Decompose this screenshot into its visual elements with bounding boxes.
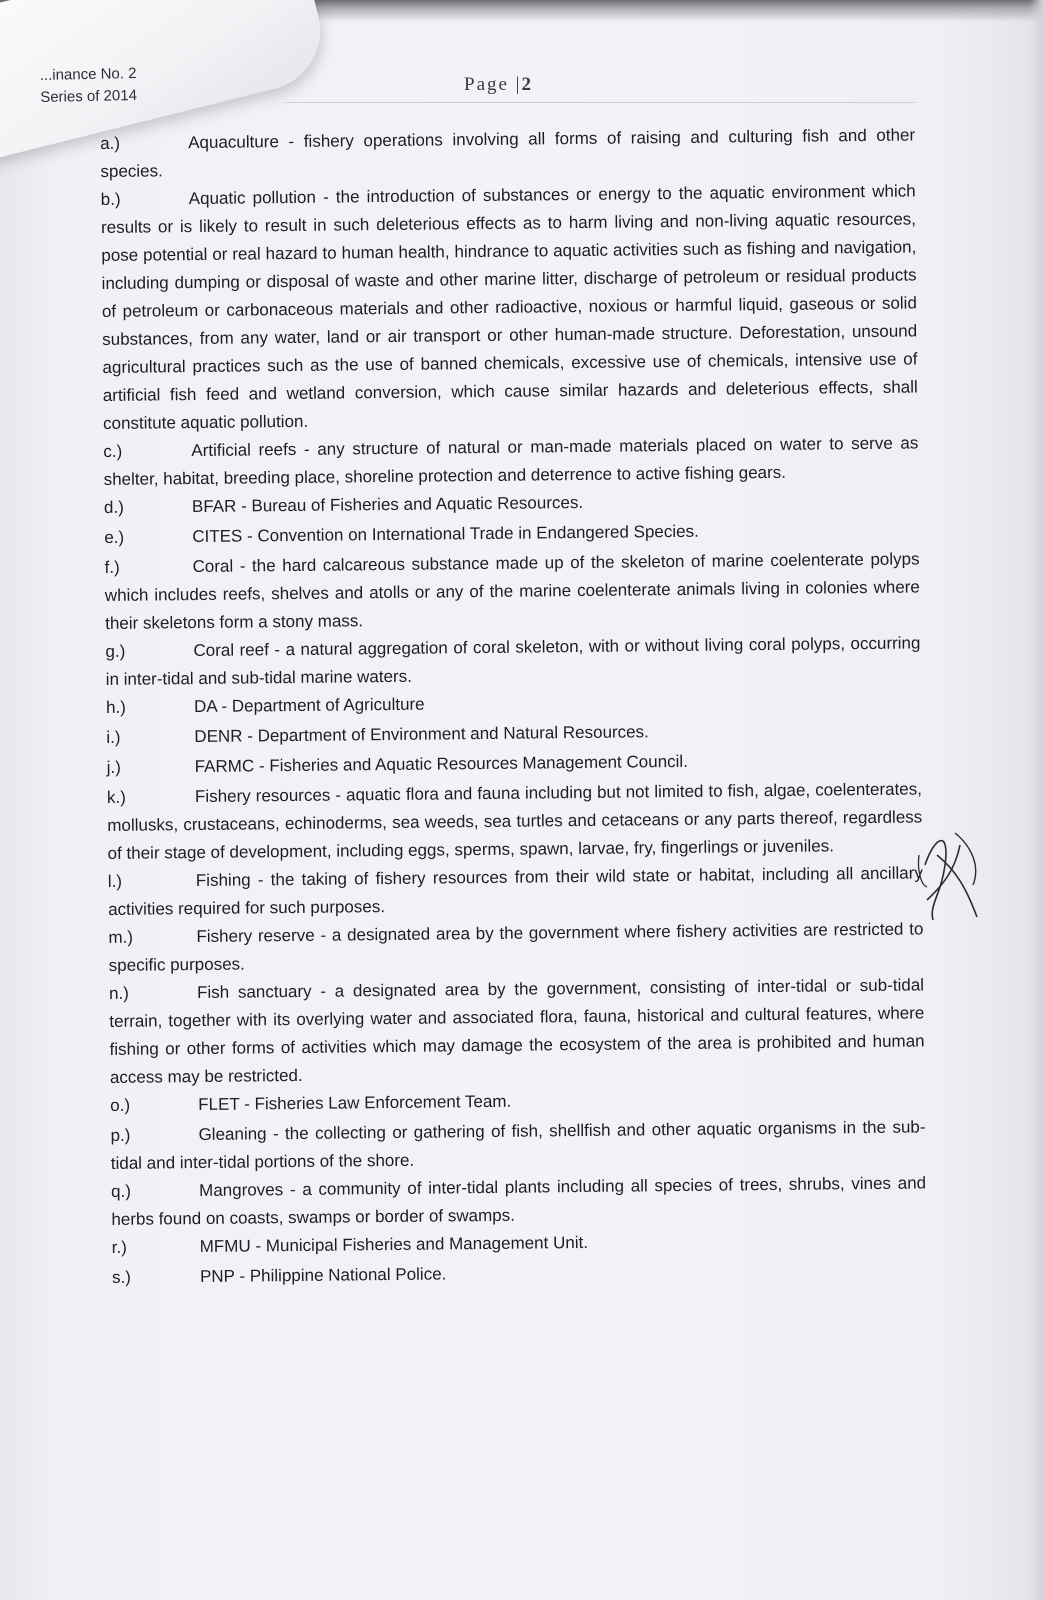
definitions-list <box>100 121 927 1293</box>
definition-letter: q.) <box>111 1181 132 1201</box>
definition-text: Aquaculture - fishery operations involving all forms of raising and culturing fish and other species. <box>100 125 916 181</box>
definition-text: Gleaning - the collecting or gathering of fish, shellfish and other aquatic organisms in the sub-tidal and inter-tidal portions of the shore. <box>110 1117 926 1173</box>
definition-letter: f.) <box>104 557 120 577</box>
definition-text: Fish sanctuary - a designated area by the government, consisting of inter-tidal or sub-tidal terrain, together with its overlying water and associated flora, fauna, historical and cultural features, where fishing or other forms of activities which may damage the ecosystem of the area is prohibited and human access may be restricted. <box>109 975 925 1087</box>
definition-letter: h.) <box>105 697 126 717</box>
definition-text: MFMU - Municipal Fisheries and Management Unit. <box>199 1232 589 1257</box>
definition-letter: o.) <box>110 1095 131 1115</box>
definition-item <box>103 429 919 494</box>
definition-text: Aquatic pollution - the introduction of substances or energy to the aquatic environment which results or is likely to result in such deleterious effects as to harm living and non-living aquatic resources, pose potential or real hazard to human health, hindrance to aquatic activities such as fishing and navigation, including dumping or disposal of waste and other marine litter, discharge of petroleum or residual products of petroleum or carbonaceous materials and other radioactive, noxious or harmful liquid, gaseous or solid substances, from any water, land or air transport or other human-made structure. Deforestation, unsound agricultural practices such as the use of banned chemicals, excessive use of chemicals, intensive use of artificial fish feed and wetland conversion, which cause similar hazards and deleterious effects, shall constitute aquatic pollution. <box>100 181 918 433</box>
definition-text: Artificial reefs - any structure of natural or man-made materials placed on water to serve as shelter, habitat, breeding place, shoreline protection and deterrence to active fishing gears. <box>103 433 919 489</box>
definition-letter: e.) <box>104 527 125 547</box>
definition-letter: a.) <box>100 133 121 153</box>
definition-letter: s.) <box>111 1267 132 1287</box>
definition-letter: i.) <box>106 727 121 747</box>
definition-letter: d.) <box>103 497 124 517</box>
definition-text: Coral - the hard calcareous substance made up of the skeleton of marine coelenterate polyps which includes reefs, shelves and atolls or any of the marine coelenterate animals living in colonies where their skeletons form a stony mass. <box>104 549 920 633</box>
handwritten-initials <box>915 825 985 925</box>
ordinance-number: ...inance No. 2 <box>39 64 137 85</box>
definition-letter: b.) <box>100 189 121 209</box>
definition-letter: n.) <box>108 983 129 1003</box>
definition-item <box>105 629 921 694</box>
page-number-label <box>464 74 531 96</box>
header-rule <box>285 102 915 103</box>
definition-item <box>101 177 919 438</box>
definition-item <box>108 915 924 980</box>
definition-item <box>104 545 920 638</box>
definition-letter: m.) <box>108 927 134 947</box>
definition-letter: g.) <box>105 641 126 661</box>
definition-text: Coral reef - a natural aggregation of coral skeleton, with or without living coral polyps, occurring in inter-tidal and sub-tidal marine waters. <box>105 633 921 689</box>
definition-item <box>109 971 925 1092</box>
definition-text: BFAR - Bureau of Fisheries and Aquatic Resources. <box>191 492 584 517</box>
definition-letter: r.) <box>111 1237 127 1257</box>
definition-item <box>100 121 916 186</box>
definition-text: DENR - Department of Environment and Natural Resources. <box>194 722 649 747</box>
definition-letter: c.) <box>103 441 123 461</box>
definition-item <box>110 1113 926 1178</box>
definition-item <box>108 859 924 924</box>
definition-text: Fishing - the taking of fishery resources from their wild state or habitat, including all ancillary activities required for such purposes. <box>108 863 923 919</box>
definition-letter: p.) <box>110 1125 131 1145</box>
definition-text: FARMC - Fisheries and Aquatic Resources Management Council. <box>194 751 688 777</box>
definition-text: Fishery reserve - a designated area by the government where fishery activities are restricted to specific purposes. <box>108 919 924 975</box>
definition-text: DA - Department of Agriculture <box>193 694 425 717</box>
definition-item <box>111 1169 927 1234</box>
definition-text: Mangroves - a community of inter-tidal plants including all species of trees, shrubs, vines and herbs found on coasts, swamps or border of swamps. <box>111 1173 927 1229</box>
definition-text: Fishery resources - aquatic flora and fauna including but not limited to fish, algae, coelenterates, mollusks, crustaceans, echinoderms, sea weeds, sea turtles and cetaceans or any parts thereof, regardless of their stage of development, including eggs, sperms, spawn, larvae, fry, fingerlings or juveniles. <box>107 779 923 863</box>
definition-item <box>107 775 923 868</box>
definition-text: CITES - Convention on International Trade in Endangered Species. <box>192 521 699 547</box>
page-number: 2 <box>521 74 531 95</box>
scan-right-edge <box>1029 0 1043 1600</box>
ordinance-series: Series of 2014 <box>40 86 138 107</box>
definition-item <box>112 1255 927 1292</box>
ordinance-header <box>40 63 138 109</box>
definition-text: PNP - Philippine National Police. <box>199 1264 447 1287</box>
definition-letter: j.) <box>106 757 121 777</box>
page-prefix: Page | <box>464 74 522 95</box>
definition-letter: l.) <box>107 871 123 891</box>
definition-text: FLET - Fisheries Law Enforcement Team. <box>198 1091 512 1115</box>
definition-letter: k.) <box>106 787 126 807</box>
